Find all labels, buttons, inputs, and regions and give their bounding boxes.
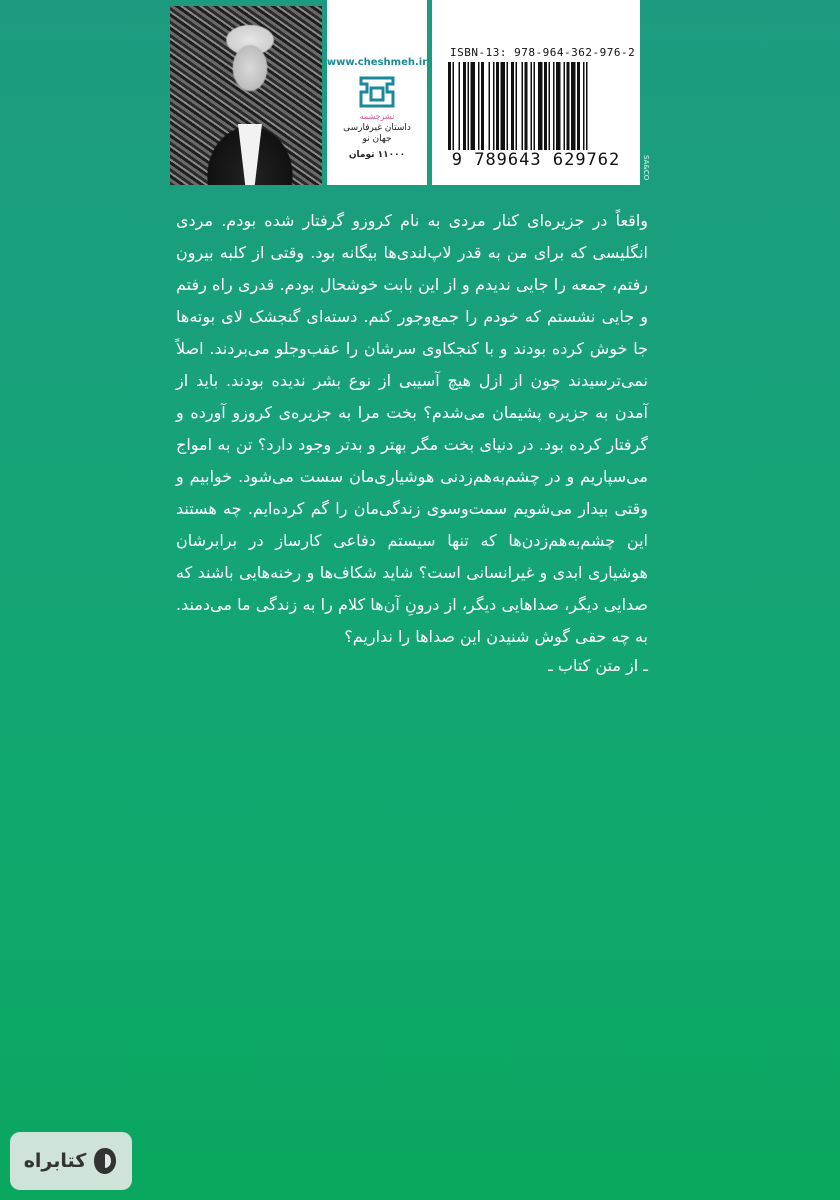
publisher-panel (327, 0, 427, 185)
ketabrah-logo-icon (92, 1146, 118, 1176)
series-line1: داستان غیرفارسی (343, 123, 411, 133)
back-cover-excerpt: واقعاً در جزیره‌ای کنار مردی به نام کروزو گرفتار شده بودم. مردی انگلیسی که برای من به قدر لاپ‌لندی‌ها بیگانه بود. وقتی از کلبه بیرون رفتم، جمعه را جایی ندیدم و از این بابت خوشحال بودم. قدری راه رفتم و جایی نشستم که خودم را جمع‌وجور کنم. دسته‌ای گنجشک لای بوته‌ها جا خوش کرده بودند و با کنجکاوی سرشان را عقب‌وجلو می‌بردند. اصلاً نمی‌ترسیدند چون از ازل هیچ آسیبی از نوع بشر ندیده بودند. باید از آمدن به جزیره پشیمان می‌شدم؟ بخت مرا به جزیره‌ی کروزو آورده و گرفتار کرده بود. در دنیای بخت مگر بهتر و بدتر وجود دارد؟ تن به امواج می‌سپاریم و در چشم‌به‌هم‌زدنی هوشیاری‌مان سست می‌شود. خوابیم و وقتی بیدار می‌شویم سمت‌وسوی زندگی‌مان را گم کرده‌ایم. چه هستند این چشم‌به‌هم‌زدن‌ها که تنها سیستم دفاعی کارساز در برابرشان هوشیاری ابدی و غیرانسانی است؟ شاید شکاف‌ها و رخنه‌هایی باشند که صدایی دیگر، صداهایی دیگر، از درونِ آن‌ها کلام را به زندگی ما می‌دمند. به چه حقی گوش شنیدن این صداها را نداریم؟ (176, 211, 648, 646)
badge-label: کتابراه (23, 1150, 87, 1172)
author-shirt (238, 124, 262, 185)
excerpt-source: ـ از متن کتاب ـ (548, 656, 648, 675)
design-credit: SA&CO (642, 155, 650, 181)
series-label: نشرچشمه (359, 112, 395, 121)
series-line2: جهان نو (362, 134, 392, 144)
isbn-label: ISBN-13: 978-964-362-976-2 (450, 46, 636, 59)
publisher-logo-icon (357, 74, 397, 110)
ketabrah-badge[interactable] (10, 1132, 132, 1190)
barcode-icon (448, 62, 624, 162)
author-photo (170, 6, 322, 185)
publisher-url[interactable]: www.cheshmeh.ir (326, 57, 428, 68)
price: ۱۱۰۰۰ تومان (348, 150, 406, 160)
barcode-panel (432, 0, 640, 185)
top-panels (170, 0, 640, 185)
barcode-digits: 9 789643 629762 (436, 150, 636, 170)
